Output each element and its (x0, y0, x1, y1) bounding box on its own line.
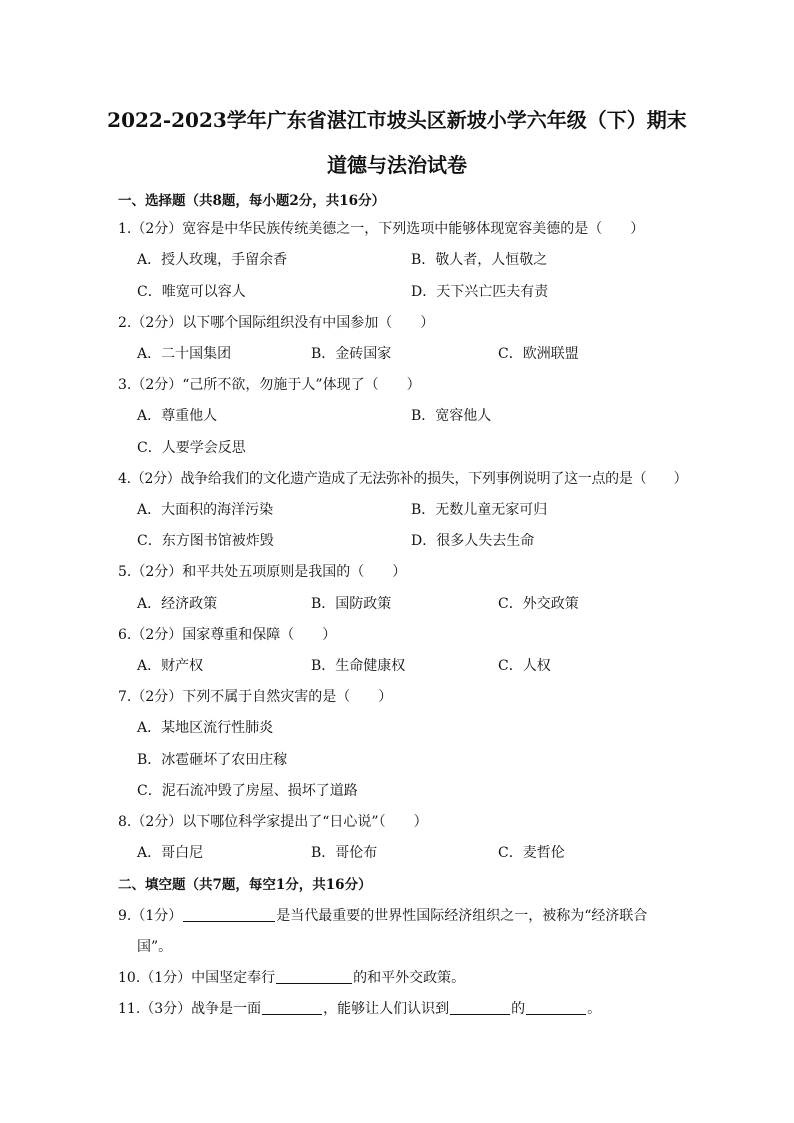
question-text: 的和平外交政策。 (353, 970, 466, 986)
option-c: C．外交政策 (498, 596, 579, 612)
option-c: C．人权 (498, 658, 551, 674)
option-b: B．金砖国家 (311, 346, 392, 362)
fill-question-9 (118, 905, 647, 925)
option-a: A．经济政策 (137, 596, 218, 612)
option-c: C．人要学会反思 (137, 440, 246, 456)
option-b: B．敬人者，人恒敬之 (411, 252, 548, 268)
option-d: D．天下兴亡匹夫有责 (411, 284, 549, 300)
question-prefix: 10.（1分）中国坚定奉行 (118, 970, 276, 986)
option-b: B．生命健康权 (311, 658, 406, 674)
answer-blank[interactable] (183, 907, 275, 922)
question-stem: 5.（2分）和平共处五项原则是我国的（ ） (118, 564, 407, 580)
option-a: A．大面积的海洋污染 (137, 502, 274, 518)
option-a: A．哥白尼 (137, 845, 204, 861)
question-stem: 7.（2分）下列不属于自然灾害的是（ ） (118, 689, 393, 705)
fill-question-11 (118, 998, 601, 1018)
option-c: C．泥石流冲毁了房屋、损坏了道路 (137, 783, 358, 799)
question-continuation: 国”。 (137, 939, 173, 955)
question-stem: 1.（2分）宽容是中华民族传统美德之一，下列选项中能够体现宽容美德的是（ ） (118, 221, 645, 237)
option-c: C．东方图书馆被炸毁 (137, 533, 274, 549)
question-text: 。 (587, 1001, 602, 1017)
question-stem: 8.（2分）以下哪位科学家提出了“日心说”（ ） (118, 814, 428, 830)
option-a: A．某地区流行性肺炎 (137, 720, 274, 736)
question-stem: 4.（2分）战争给我们的文化遗产造成了无法弥补的损失，下列事例说明了这一点的是（ ） (118, 471, 688, 487)
question-text: 是当代最重要的世界性国际经济组织之一，被称为“经济联合 (276, 908, 648, 924)
question-stem: 6.（2分）国家尊重和保障（ ） (118, 627, 337, 643)
option-b: B．国防政策 (311, 596, 392, 612)
exam-title-line2: 道德与法治试卷 (327, 153, 467, 177)
question-prefix: 9.（1分） (118, 908, 183, 924)
question-text: 的 (511, 1001, 526, 1017)
option-a: A．尊重他人 (137, 408, 218, 424)
option-c: C．欧洲联盟 (498, 346, 579, 362)
answer-blank[interactable] (526, 1000, 586, 1015)
option-b: B．冰雹砸坏了农田庄稼 (137, 752, 288, 768)
question-stem: 3.（2分）“己所不欲，勿施于人”体现了（ ） (118, 377, 421, 393)
option-d: D．很多人失去生命 (411, 533, 535, 549)
question-stem: 2.（2分）以下哪个国际组织没有中国参加（ ） (118, 315, 435, 331)
answer-blank[interactable] (450, 1000, 510, 1015)
option-a: A．二十国集团 (137, 346, 232, 362)
section-heading-choice: 一、选择题（共8题，每小题2分，共16分） (118, 193, 386, 209)
section-heading-fill: 二、填空题（共7题，每空1分，共16分） (118, 877, 372, 893)
option-b: B．宽容他人 (411, 408, 492, 424)
answer-blank[interactable] (262, 1000, 322, 1015)
option-b: B．无数儿童无家可归 (411, 502, 548, 518)
fill-question-10 (118, 967, 465, 987)
option-a: A．财产权 (137, 658, 204, 674)
option-c: C．唯宽可以容人 (137, 284, 246, 300)
question-text: ，能够让人们认识到 (323, 1001, 450, 1017)
answer-blank[interactable] (276, 969, 352, 984)
option-a: A．授人玫瑰，手留余香 (137, 252, 288, 268)
exam-title-line1: 2022-2023学年广东省湛江市坡头区新坡小学六年级（下）期末 (107, 108, 687, 132)
option-b: B．哥伦布 (311, 845, 378, 861)
question-prefix: 11.（3分）战争是一面 (118, 1001, 262, 1017)
option-c: C．麦哲伦 (498, 845, 565, 861)
